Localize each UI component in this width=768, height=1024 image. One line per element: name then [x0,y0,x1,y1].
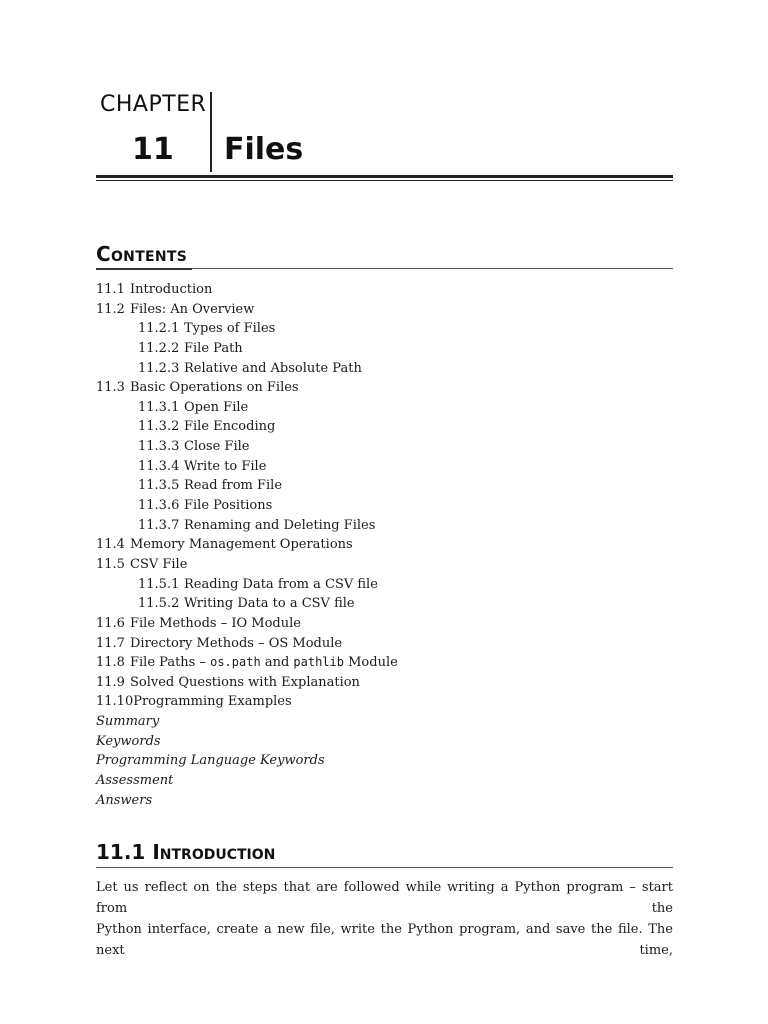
toc-code-pathlib: pathlib [293,655,344,670]
toc-item-title: Renaming and Deleting Files [184,517,376,533]
toc-item-number: 11.3.1 [138,399,180,415]
toc-item[interactable] [96,751,676,771]
toc-item-number: 11.4 [96,537,125,553]
toc-item-number: 11.3.5 [138,478,180,494]
toc-item[interactable] [96,732,676,752]
toc-item-number: 11.2.1 [138,321,180,337]
toc-item-title: Solved Questions with Explanation [130,674,360,690]
toc-item-number: 11.3.3 [138,439,180,455]
toc-item[interactable] [96,398,676,418]
chapter-rule-thin [96,180,673,181]
toc-item[interactable] [96,653,676,673]
toc-item[interactable] [96,535,676,555]
toc-item[interactable] [96,457,676,477]
toc-item[interactable] [96,417,676,437]
toc-item[interactable] [96,634,676,654]
toc-item-title: Read from File [184,478,283,494]
toc-item-title-prefix: File Paths – [130,655,211,671]
toc-item-title: Directory Methods – OS Module [130,635,343,651]
toc-item-number: 11.6 [96,615,125,631]
toc-item-title: File Path [184,340,243,356]
toc-item-number: 11.3 [96,380,125,396]
toc-item[interactable] [96,673,676,693]
toc-item-title: Write to File [184,458,267,474]
toc-item-title-joiner: and [260,655,294,671]
toc-item-number: 11.2 [96,301,125,317]
toc-item[interactable] [96,594,676,614]
toc-item-number: 11.2.3 [138,360,180,376]
toc-item[interactable] [96,555,676,575]
chapter-rule-thick [96,175,673,178]
toc-item[interactable] [96,476,676,496]
toc-item-title: Writing Data to a CSV file [184,596,355,612]
toc-item-title: Introduction [130,282,213,297]
toc-item[interactable] [96,771,676,791]
toc-item[interactable] [96,614,676,634]
toc-item[interactable] [96,575,676,595]
toc-item[interactable] [96,339,676,359]
toc-item-title: File Methods – IO Module [130,615,301,631]
toc-item-number: 11.5 [96,556,125,572]
toc-item-title: Programming Examples [133,694,292,710]
toc-item-title: Answers [96,792,153,808]
toc-item[interactable] [96,280,676,300]
toc-item[interactable] [96,692,676,712]
contents-heading: Contents [96,242,188,266]
section-rule [96,867,673,868]
toc-item-number: 11.2.2 [138,340,180,356]
toc-item-title: Types of Files [184,321,276,337]
chapter-number: 11 [132,132,174,167]
toc-item[interactable] [96,437,676,457]
toc-item-title: File Encoding [184,419,276,435]
toc-item[interactable] [96,359,676,379]
toc-item-number: 11.3.7 [138,517,180,533]
section-heading [96,840,275,864]
contents-rule-accent [96,268,192,270]
chapter-title: Files [224,132,304,167]
toc-item-title: Assessment [96,773,174,789]
toc-item-number: 11.5.1 [138,576,180,592]
toc-item-number: 11.8 [96,655,125,671]
toc-item-title: Close File [184,439,250,455]
intro-paragraph [96,877,673,961]
toc-item-title: Keywords [96,733,161,749]
toc-item-title: Files: An Overview [130,301,255,317]
toc-item[interactable] [96,319,676,339]
section-number: 11.1 [96,840,146,864]
toc-item-title-suffix: Module [343,655,398,671]
toc-item-title: File Positions [184,498,273,514]
toc-item-title: Basic Operations on Files [130,380,299,396]
table-of-contents [96,280,676,810]
toc-item[interactable] [96,378,676,398]
toc-item-title: Programming Language Keywords [96,753,325,769]
toc-item-title: Summary [96,714,160,730]
toc-item-title: CSV File [130,556,188,572]
toc-item[interactable] [96,300,676,320]
toc-item-number: 11.3.4 [138,458,180,474]
toc-item[interactable] [96,712,676,732]
toc-item-number: 11.9 [96,674,125,690]
toc-item[interactable] [96,496,676,516]
paragraph-line: Let us reflect on the steps that are followed while writing a Python program – start from the [96,880,673,916]
toc-item-number: 11.1 [96,282,125,297]
toc-item-title: Memory Management Operations [130,537,353,553]
chapter-label: CHAPTER [100,92,207,117]
toc-item-title: Reading Data from a CSV file [184,576,378,592]
chapter-divider [210,92,212,172]
toc-item-number: 11.10 [96,694,134,710]
toc-code-os-path: os.path [210,655,261,670]
paragraph-line: Python interface, create a new file, write the Python program, and save the file. The next time, [96,922,673,958]
chapter-header [96,88,673,182]
toc-item-number: 11.3.6 [138,498,180,514]
toc-item[interactable] [96,791,676,811]
toc-item-number: 11.3.2 [138,419,180,435]
toc-item-number: 11.5.2 [138,596,180,612]
toc-item-title: Relative and Absolute Path [184,360,362,376]
toc-item[interactable] [96,516,676,536]
toc-item-number: 11.7 [96,635,125,651]
section-title: Introduction [152,840,276,864]
toc-item-title: Open File [184,399,249,415]
